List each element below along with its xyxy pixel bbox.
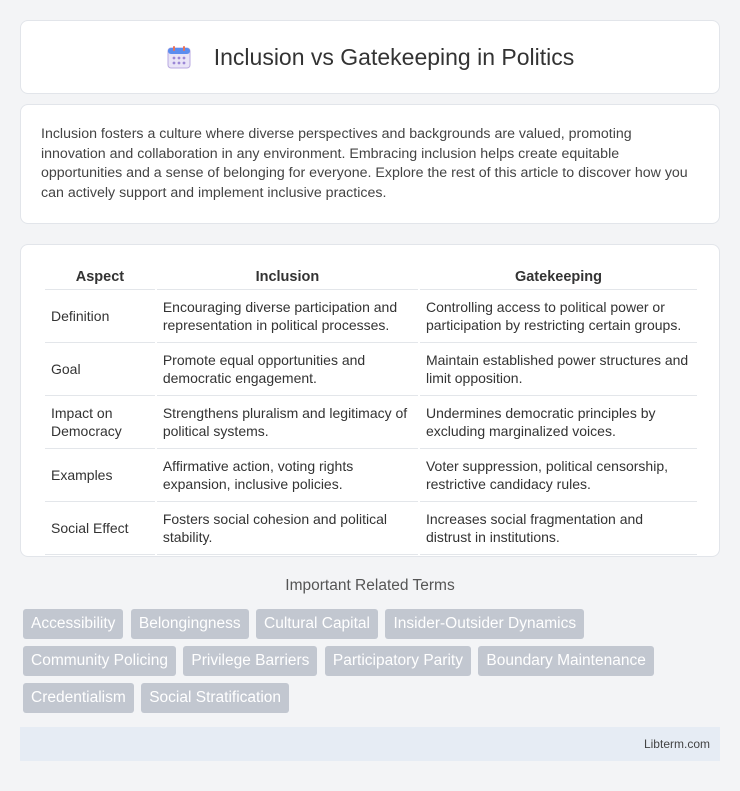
tag-belongingness[interactable]: Belongingness <box>131 609 249 639</box>
table-cell: Encouraging diverse participation and representation in political processes. <box>157 290 418 343</box>
table-row <box>45 449 697 502</box>
table-cell: Voter suppression, political censorship, restrictive candidacy rules. <box>420 449 697 502</box>
intro-card <box>20 104 720 224</box>
table-header-row <box>45 265 697 290</box>
table-cell: Affirmative action, voting rights expansion, inclusive policies. <box>157 449 418 502</box>
table-cell: Increases social fragmentation and distrust in institutions. <box>420 502 697 555</box>
tag-cultural-capital[interactable]: Cultural Capital <box>256 609 378 639</box>
column-header-gatekeeping: Gatekeeping <box>420 265 697 290</box>
column-header-aspect: Aspect <box>45 265 155 290</box>
intro-text: Inclusion fosters a culture where diverse perspectives and backgrounds are valued, promoting innovation and collaboration in any environment. Embracing inclusion helps create equitable opportunities and a sense of belonging for everyone. Explore the rest of this article to discover how you can actively support and implement inclusive practices. <box>41 126 688 201</box>
page-title: Inclusion vs Gatekeeping in Politics <box>213 43 575 70</box>
tag-participatory-parity[interactable]: Participatory Parity <box>325 646 471 676</box>
table-cell: Promote equal opportunities and democratic engagement. <box>157 343 418 396</box>
tag-community-policing[interactable]: Community Policing <box>23 646 176 676</box>
table-cell: Social Effect <box>45 502 155 555</box>
calendar-icon <box>166 44 192 70</box>
table-row <box>45 290 697 343</box>
table-row <box>45 502 697 555</box>
comparison-card <box>20 244 720 557</box>
table-cell: Impact on Democracy <box>45 396 155 449</box>
tag-social-stratification[interactable]: Social Stratification <box>141 683 289 713</box>
table-cell: Maintain established power structures and limit opposition. <box>420 343 697 396</box>
table-row <box>45 396 697 449</box>
related-terms-title: Important Related Terms <box>285 577 455 594</box>
tag-privilege-barriers[interactable]: Privilege Barriers <box>183 646 317 676</box>
tag-credentialism[interactable]: Credentialism <box>23 683 134 713</box>
table-cell: Controlling access to political power or participation by restricting certain groups. <box>420 290 697 343</box>
table-cell: Examples <box>45 449 155 502</box>
table-cell: Strengthens pluralism and legitimacy of political systems. <box>157 396 418 449</box>
related-terms-list <box>23 609 723 720</box>
tag-accessibility[interactable]: Accessibility <box>23 609 123 639</box>
table-cell: Fosters social cohesion and political stability. <box>157 502 418 555</box>
title-card <box>20 20 720 94</box>
comparison-table <box>43 265 699 555</box>
table-cell: Undermines democratic principles by excluding marginalized voices. <box>420 396 697 449</box>
tag-insider-outsider-dynamics[interactable]: Insider-Outsider Dynamics <box>385 609 584 639</box>
table-cell: Definition <box>45 290 155 343</box>
footer-site-link[interactable]: Libterm.com <box>643 737 710 751</box>
column-header-inclusion: Inclusion <box>157 265 418 290</box>
tag-boundary-maintenance[interactable]: Boundary Maintenance <box>478 646 653 676</box>
table-cell: Goal <box>45 343 155 396</box>
footer <box>20 727 720 761</box>
table-row <box>45 343 697 396</box>
